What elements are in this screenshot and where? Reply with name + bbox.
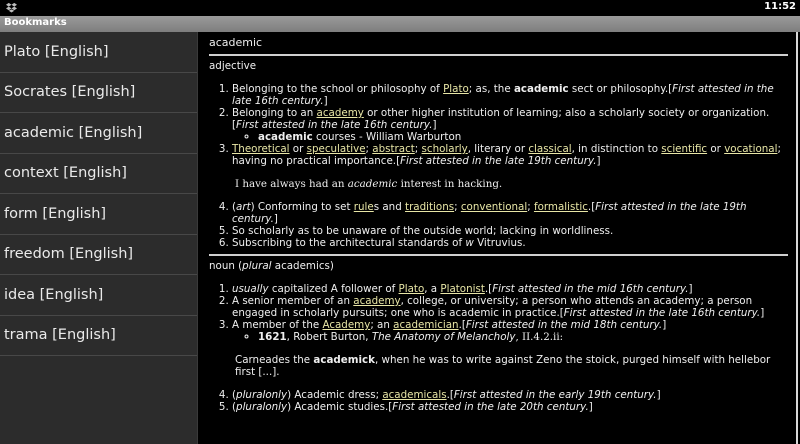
link-academician[interactable]: academician: [393, 319, 459, 331]
link-plato[interactable]: Plato: [398, 283, 425, 295]
headword: academic: [209, 36, 263, 49]
link-theoretical[interactable]: Theoretical: [232, 143, 290, 155]
citation-quote: Carneades the academick, when he was to write against Zeno the stoick, purged himself with hellebor first [...].: [235, 354, 771, 378]
part-of-speech-adjective: adjective: [209, 60, 257, 72]
bookmark-item[interactable]: [0, 154, 197, 195]
bookmark-item[interactable]: [0, 73, 197, 114]
bookmark-label: form [English]: [4, 205, 107, 222]
bookmark-item[interactable]: [0, 275, 197, 316]
scrollbar[interactable]: [796, 32, 798, 444]
adjective-senses: [232, 83, 794, 167]
bookmark-item[interactable]: [0, 194, 197, 235]
link-platonist[interactable]: Platonist: [440, 283, 485, 295]
sense-6: 6. Subscribing to the architectural standards of w Vitruvius.: [232, 237, 794, 249]
bookmarks-list: [0, 32, 198, 444]
link-vocational[interactable]: vocational: [724, 143, 778, 155]
link-academy[interactable]: academy: [316, 107, 364, 119]
link-academy-cap[interactable]: Academy: [322, 319, 371, 331]
link-academicals[interactable]: academicals: [382, 389, 447, 401]
bookmark-label: context [English]: [4, 165, 127, 182]
bookmark-label: trama [English]: [4, 327, 116, 344]
noun-sense-4: 4. (pluralonly) Academic dress; academicals.[First attested in the early 19th century.]: [232, 389, 794, 401]
link-speculative[interactable]: speculative: [306, 143, 366, 155]
noun-sense-5: 5. (pluralonly) Academic studies.[First attested in the late 20th century.]: [232, 401, 794, 413]
link-scholarly[interactable]: scholarly: [421, 143, 468, 155]
link-classical[interactable]: classical: [528, 143, 572, 155]
app-title: Bookmarks: [4, 17, 67, 28]
bookmark-item[interactable]: [0, 32, 197, 73]
bookmark-label: Plato [English]: [4, 43, 109, 60]
bookmark-label: Socrates [English]: [4, 84, 136, 101]
sense-4: 4. (art) Conforming to set rules and traditions; conventional; formalistic.[First attested in the late 19th century.]: [232, 201, 794, 225]
bookmark-item[interactable]: [0, 316, 197, 357]
bookmark-label: idea [English]: [4, 286, 104, 303]
link-scientific[interactable]: scientific: [661, 143, 708, 155]
link-formalistic[interactable]: formalistic: [533, 201, 588, 213]
noun-sense-2: 2. A senior member of an academy, college, or university; a person who attends an academy; a person engaged in scholarly pursuits; one who is academic in practice.[First attested in the late 16th century.]: [232, 295, 794, 319]
sense-1: 1. Belonging to the school or philosophy of Plato; as, the academic sect or philosophy.[First attested in the late 16th century.]: [232, 83, 794, 107]
citation-item: ◦ 1621, Robert Burton, The Anatomy of Melancholy, II.4.2.ii:: [258, 331, 782, 343]
clock: 11:52: [764, 1, 796, 12]
bookmark-label: academic [English]: [4, 124, 143, 141]
sense-2-examples: [258, 131, 782, 143]
adjective-senses-cont: [232, 201, 794, 249]
link-plato[interactable]: Plato: [443, 83, 469, 95]
definition-view[interactable]: [198, 32, 794, 444]
link-traditions[interactable]: traditions: [405, 201, 455, 213]
usage-example: I have always had an academic interest in hacking.: [235, 178, 503, 190]
bookmark-item[interactable]: [0, 113, 197, 154]
link-abstract[interactable]: abstract: [372, 143, 415, 155]
dropbox-icon: [6, 2, 17, 13]
divider: [209, 54, 788, 56]
part-of-speech-noun: noun (plural academics): [209, 260, 334, 272]
noun-sense-1: 1. usually capitalized A follower of Plato, a Platonist.[First attested in the mid 16th century.]: [232, 283, 794, 295]
example-item: ◦ academic courses - William Warburton: [258, 131, 782, 143]
bookmark-label: freedom [English]: [4, 246, 134, 263]
link-conventional[interactable]: conventional: [460, 201, 528, 213]
divider: [209, 254, 788, 256]
sense-5: 5. So scholarly as to be unaware of the outside world; lacking in worldliness.: [232, 225, 794, 237]
title-bar: [0, 16, 800, 32]
status-bar: [0, 0, 800, 16]
bookmark-item[interactable]: [0, 235, 197, 276]
sense-3: 3. Theoretical or speculative; abstract; scholarly, literary or classical, in distinction to scientific or vocational; having no practical importance.[First attested in the late 19th century.]: [232, 143, 794, 167]
noun-sense-3-citations: [258, 331, 782, 343]
noun-sense-3: 3. A member of the Academy; an academician.[First attested in the mid 18th century.] ◦ 1621, Robert Burton, The Anatomy of Melancholy, II.4.2.ii: Carneades the academick, when he was to write against Zeno the stoick, purged himself with hellebor first [...].: [232, 319, 794, 378]
noun-senses: [232, 283, 794, 413]
link-rule[interactable]: rule: [353, 201, 374, 213]
link-academy[interactable]: academy: [353, 295, 401, 307]
sense-2: 2. Belonging to an academy or other higher institution of learning; also a scholarly society or organization.[First attested in the late 16th century.] ◦ academic courses - William Warburton: [232, 107, 794, 143]
